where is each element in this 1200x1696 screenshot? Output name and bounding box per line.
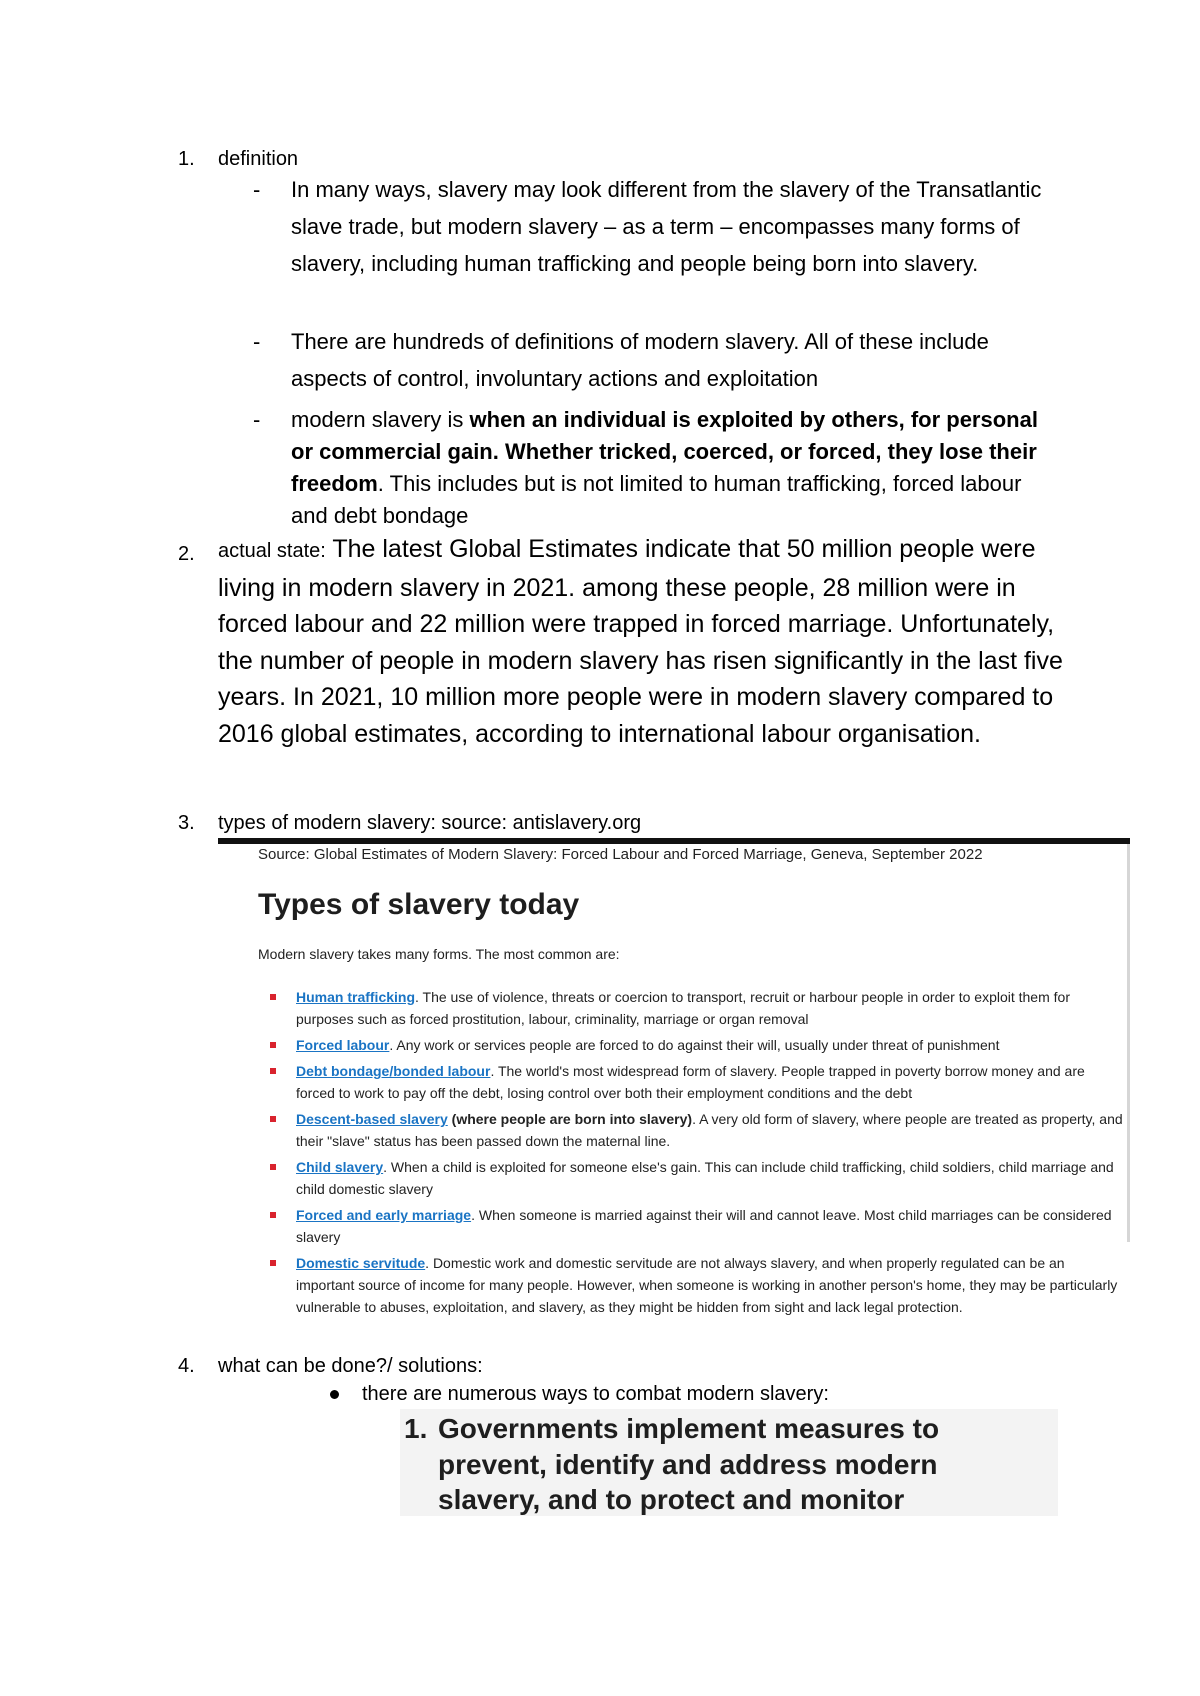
- type-description: . When someone is married against their will and cannot leave. Most child marriages can be considered slavery: [296, 1207, 1112, 1245]
- dash-marker: -: [253, 407, 261, 432]
- type-description: . The use of violence, threats or coercion to transport, recruit or harbour people in order to exploit them for purposes such as forced prostitution, labour, criminality, marriage or organ removal: [296, 989, 1070, 1027]
- actual-state-paragraph: [218, 531, 1068, 752]
- slavery-types-list: [266, 986, 1126, 1322]
- red-square-bullet-icon: [270, 994, 276, 1000]
- type-description: . When a child is exploited for someone else's gain. This can include child trafficking, child soldiers, child marriage and child domestic slavery: [296, 1159, 1114, 1197]
- section-label: definition: [218, 148, 299, 170]
- list-item: [266, 1204, 1126, 1248]
- definition-text: There are hundreds of definitions of modern slavery. All of these include aspects of control, involuntary actions and exploitation: [291, 329, 989, 391]
- type-description: . Domestic work and domestic servitude are not always slavery, and when properly regulated can be an important source of income for many people. However, when someone is working in another person's home, they may be particularly vulnerable to abuses, exploitation, and slavery, as they might be hidden from sight and lack legal protection.: [296, 1255, 1118, 1315]
- type-link[interactable]: Descent-based slavery: [296, 1111, 448, 1127]
- list-number: 3.: [178, 812, 195, 834]
- type-description: . Any work or services people are forced to do against their will, usually under threat of punishment: [389, 1037, 1000, 1053]
- type-emphasis: (where people are born into slavery): [447, 1111, 693, 1127]
- type-link[interactable]: Domestic servitude: [296, 1255, 426, 1271]
- red-square-bullet-icon: [270, 1164, 276, 1170]
- list-item: [266, 1060, 1126, 1104]
- list-item: [266, 1252, 1126, 1318]
- section-label: what can be done?/ solutions:: [218, 1355, 483, 1377]
- solutions-intro: there are numerous ways to combat modern slavery:: [362, 1383, 829, 1405]
- type-link[interactable]: Human trafficking: [296, 989, 416, 1005]
- bullet-dot-icon: [330, 1390, 339, 1399]
- list-number: 1.: [178, 148, 195, 170]
- red-square-bullet-icon: [270, 1212, 276, 1218]
- section-label: actual state:: [218, 540, 326, 562]
- list-item: [266, 1156, 1126, 1200]
- type-link[interactable]: Debt bondage/bonded labour: [296, 1063, 491, 1079]
- government-measures-block: [400, 1409, 1058, 1516]
- list-item: [266, 1034, 1126, 1056]
- definition-pre: modern slavery is: [291, 407, 470, 432]
- screenshot-scrollbar: [1127, 844, 1130, 1242]
- actual-state-text: The latest Global Estimates indicate that 50 million people were living in modern slavery in 2021. among these people, 28 million were in forced labour and 22 million were trapped in forced marriage. Unfortunately, the number of people in modern slavery has risen significantly in the last five years. In 2021, 10 million more people were in modern slavery compared to 2016 global estimates, according to international labour organisation.: [218, 535, 1063, 748]
- definition-bold: when an individual is exploited by others, for personal or commercial gain. Whether tricked, coerced, or forced, they lose their freedom: [291, 407, 1038, 496]
- type-link[interactable]: Forced labour: [296, 1037, 390, 1053]
- red-square-bullet-icon: [270, 1068, 276, 1074]
- definition-text: [291, 404, 1051, 532]
- government-measures-text: Governments implement measures to prevent, identify and address modern slavery, and to protect and monitor: [438, 1413, 940, 1515]
- type-link[interactable]: Forced and early marriage: [296, 1207, 472, 1223]
- dash-marker: -: [253, 329, 261, 354]
- red-square-bullet-icon: [270, 1042, 276, 1048]
- type-description: . The world's most widespread form of slavery. People trapped in poverty borrow money and are forced to work to pay off the debt, losing control over both their employment conditions and the debt: [296, 1063, 1085, 1101]
- red-square-bullet-icon: [270, 1116, 276, 1122]
- type-description: . A very old form of slavery, where people are treated as property, and their "slave" status has been passed down the maternal line.: [296, 1111, 1123, 1149]
- list-item: [266, 986, 1126, 1030]
- definition-text: In many ways, slavery may look different from the slavery of the Transatlantic slave trade, but modern slavery – as a term – encompasses many forms of slavery, including human trafficking and people being born into slavery.: [291, 177, 1042, 276]
- list-number: 1.: [404, 1413, 428, 1444]
- screenshot-intro: Modern slavery takes many forms. The most common are:: [258, 946, 620, 962]
- dash-marker: -: [253, 177, 261, 202]
- embedded-screenshot: [218, 838, 1130, 1343]
- list-item: [266, 1108, 1126, 1152]
- definition-post: . This includes but is not limited to human trafficking, forced labour and debt bondage: [291, 471, 1022, 528]
- red-square-bullet-icon: [270, 1260, 276, 1266]
- screenshot-top-border: [218, 838, 1130, 844]
- section-label: types of modern slavery: source: antislavery.org: [218, 812, 642, 834]
- list-number: 2.: [178, 543, 195, 565]
- screenshot-heading: Types of slavery today: [258, 888, 580, 921]
- list-number: 4.: [178, 1355, 195, 1377]
- screenshot-source: Source: Global Estimates of Modern Slavery: Forced Labour and Forced Marriage, Geneva, September 2022: [258, 846, 983, 863]
- type-link[interactable]: Child slavery: [296, 1159, 384, 1175]
